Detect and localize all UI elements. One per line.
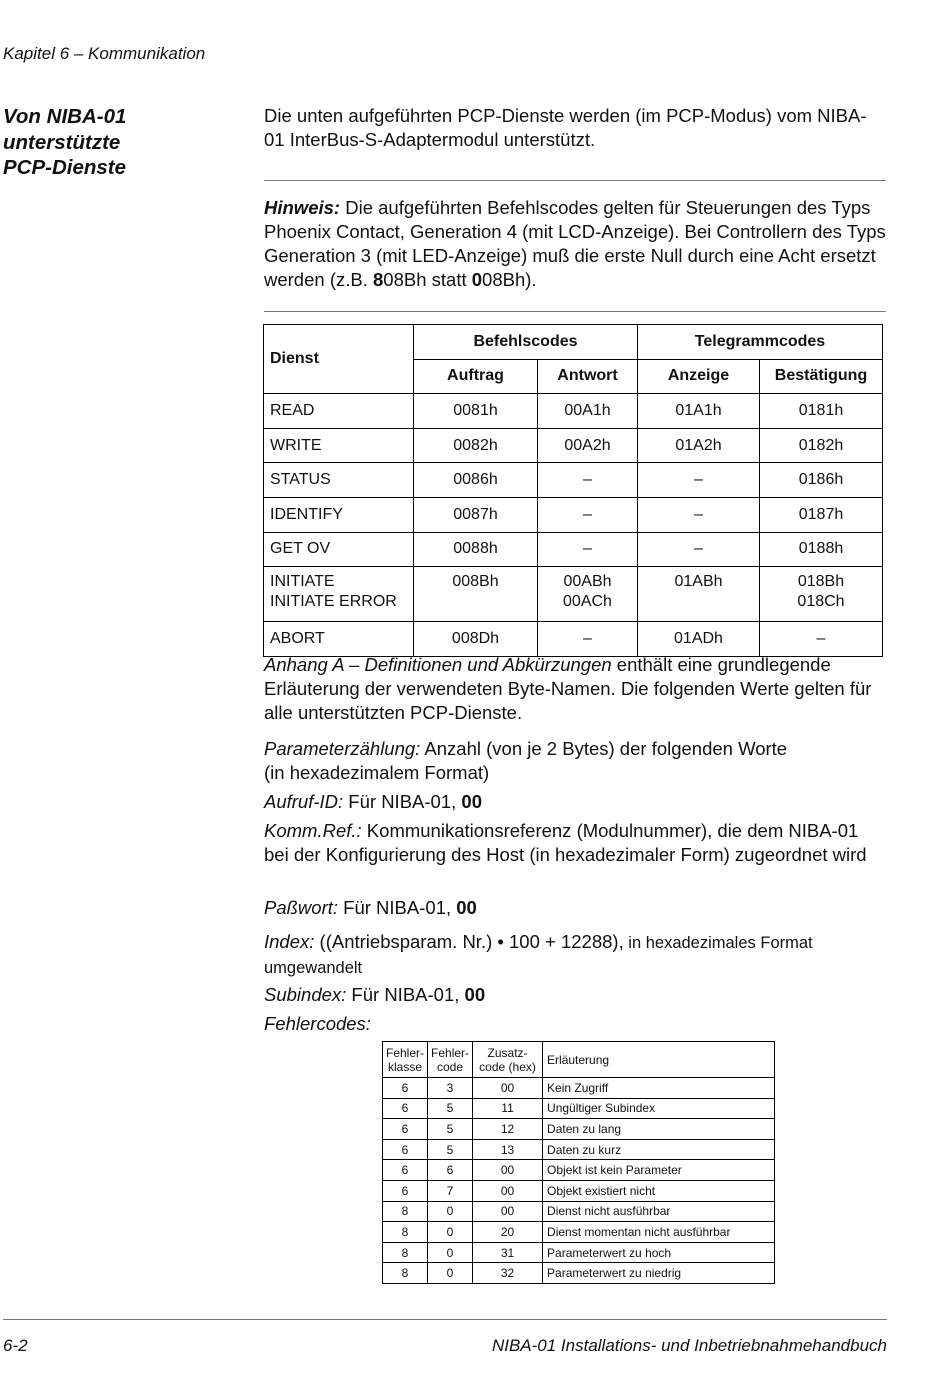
field-komm-ref [264, 819, 886, 867]
field-passwort [264, 896, 886, 920]
table-row [383, 1078, 775, 1099]
cell-code: 0 [428, 1263, 473, 1284]
cell-code: 5 [428, 1139, 473, 1160]
cell-text: Dienst momentan nicht ausführbar [543, 1222, 775, 1243]
cell-dienst: GET OV [264, 532, 414, 567]
cell-dienst: ABORT [264, 622, 414, 657]
cell-text: Objekt existiert nicht [543, 1180, 775, 1201]
cell-code: 0 [428, 1222, 473, 1243]
error-codes-table [382, 1041, 775, 1284]
cell-dienst: READ [264, 394, 414, 429]
field-subindex [264, 983, 886, 1007]
field-value: 00 [456, 897, 477, 918]
header-line: code (hex) [479, 1059, 536, 1074]
annex-paragraph [264, 653, 886, 725]
field-text: Kommunikationsreferenz (Modulnummer), die dem NIBA-01 bei der Konfigurierung des Host (in hexadezimaler Form) zugeordnet wird [264, 820, 867, 865]
cell-auftrag: 0086h [414, 463, 538, 498]
cell-code: 0 [428, 1242, 473, 1263]
field-text: ((Antriebsparam. Nr.) • 100 + 12288), [314, 931, 624, 952]
col-group-telegrammcodes: Telegrammcodes [638, 325, 883, 360]
field-fehlercodes [264, 1012, 886, 1036]
cell-auftrag: 0082h [414, 428, 538, 463]
field-label: Paßwort: [264, 897, 339, 918]
table-row [264, 394, 883, 429]
cell-line: 018Ch [797, 593, 845, 611]
cell-text: Daten zu kurz [543, 1139, 775, 1160]
table-row [264, 622, 883, 657]
col-header-anzeige: Anzeige [638, 359, 760, 394]
cell-line: 00ACh [563, 593, 612, 611]
cell-antwort: – [538, 622, 638, 657]
cell-klasse: 6 [383, 1078, 428, 1099]
cell-zusatz: 32 [473, 1263, 543, 1284]
cell-text: Parameterwert zu hoch [543, 1242, 775, 1263]
cell-line: 018Bh [797, 573, 845, 591]
cell-dienst: STATUS [264, 463, 414, 498]
cell-klasse: 6 [383, 1160, 428, 1181]
cell-zusatz: 31 [473, 1242, 543, 1263]
cell-zusatz: 00 [473, 1160, 543, 1181]
cell-klasse: 6 [383, 1180, 428, 1201]
cell-anzeige: – [638, 532, 760, 567]
cell-code: 6 [428, 1160, 473, 1181]
cell-anzeige: 01A2h [638, 428, 760, 463]
chapter-header: Kapitel 6 – Kommunikation [3, 44, 206, 63]
col-header-fehlerklasse [383, 1042, 428, 1078]
cell-antwort: 00A2h [538, 428, 638, 463]
cell-text: Objekt ist kein Parameter [543, 1160, 775, 1181]
annex-text: enthält eine grundlegende Erläuterung der verwendeten Byte-Namen. Die folgenden Werte gelten für alle unterstützten PCP-Dienste. [264, 654, 872, 723]
cell-zusatz: 12 [473, 1119, 543, 1140]
cell-bestaetigung: 0187h [760, 497, 883, 532]
field-value: 00 [461, 791, 482, 812]
cell-code: 5 [428, 1119, 473, 1140]
cell-anzeige: 01ADh [638, 622, 760, 657]
intro-paragraph: Die unten aufgeführten PCP-Dienste werden (im PCP-Modus) vom NIBA-01 InterBus-S-Adaptermodul unterstützt. [264, 105, 867, 150]
note-text: Die aufgeführten Befehlscodes gelten für Steuerungen des Typs Phoenix Contact, Generation 4 (mit LCD-Anzeige). Bei Controllern des Typs Generation 3 (mit LED-Anzeige) muß die erste Null durch eine Acht ersetzt werden (z.B. [264, 197, 886, 290]
field-text-small: in hexadezimales Format umgewandelt [264, 934, 813, 977]
cell-zusatz: 00 [473, 1078, 543, 1099]
note-paragraph [264, 196, 886, 292]
note-text: 08Bh). [482, 269, 537, 290]
field-text: Für NIBA-01, [338, 897, 457, 918]
cell-auftrag: 0087h [414, 497, 538, 532]
field-value: 00 [464, 984, 486, 1005]
cell-antwort: 00A1h [538, 394, 638, 429]
header-line: Fehler- [431, 1045, 470, 1060]
cell-line: INITIATE ERROR [270, 593, 397, 611]
note-label: Hinweis: [264, 197, 341, 218]
table-row [264, 497, 883, 532]
note-text: 08Bh statt [383, 269, 472, 290]
services-table [263, 324, 883, 657]
cell-klasse: 6 [383, 1119, 428, 1140]
field-label: Index: [264, 931, 315, 952]
page-number: 6-2 [3, 1336, 28, 1355]
cell-auftrag: 0088h [414, 532, 538, 567]
table-row [383, 1180, 775, 1201]
col-header-erlaeuterung: Erläuterung [543, 1042, 775, 1078]
footer-divider [3, 1319, 887, 1320]
annex-reference: Anhang A – Definitionen und Abkürzungen [264, 654, 612, 675]
field-text: Anzahl (von je 2 Bytes) der folgenden Worte [420, 738, 788, 759]
table-row [383, 1242, 775, 1263]
note-bold: 0 [471, 269, 483, 290]
cell-text: Daten zu lang [543, 1119, 775, 1140]
cell-dienst: WRITE [264, 428, 414, 463]
table-row [383, 1119, 775, 1140]
table-row [264, 428, 883, 463]
cell-auftrag: 008Bh [414, 567, 538, 622]
cell-code: 5 [428, 1098, 473, 1119]
cell-antwort [538, 567, 638, 622]
field-text: Für NIBA-01, [343, 791, 462, 812]
field-text: (in hexadezimalem Format) [264, 762, 490, 783]
col-header-auftrag: Auftrag [414, 359, 538, 394]
table-row [264, 532, 883, 567]
cell-anzeige: – [638, 497, 760, 532]
cell-dienst: IDENTIFY [264, 497, 414, 532]
cell-bestaetigung: 0188h [760, 532, 883, 567]
section-title-line: Von NIBA-01 [3, 105, 127, 128]
cell-zusatz: 00 [473, 1180, 543, 1201]
cell-text: Dienst nicht ausführbar [543, 1201, 775, 1222]
field-label: Aufruf-ID: [264, 791, 344, 812]
cell-line: INITIATE [270, 573, 335, 591]
cell-klasse: 8 [383, 1201, 428, 1222]
cell-bestaetigung [760, 567, 883, 622]
cell-code: 7 [428, 1180, 473, 1201]
col-group-befehlscodes: Befehlscodes [414, 325, 638, 360]
table-row [383, 1222, 775, 1243]
field-label: Komm.Ref.: [264, 820, 362, 841]
cell-anzeige: – [638, 463, 760, 498]
field-aufruf-id [264, 790, 886, 814]
cell-klasse: 8 [383, 1222, 428, 1243]
table-row [264, 463, 883, 498]
header-line: Zusatz- [487, 1045, 528, 1060]
note-bold: 8 [373, 269, 384, 290]
cell-text: Parameterwert zu niedrig [543, 1263, 775, 1284]
table-row [383, 1201, 775, 1222]
field-text: Für NIBA-01, [346, 984, 465, 1005]
col-header-fehlercode [428, 1042, 473, 1078]
cell-klasse: 6 [383, 1098, 428, 1119]
table-row [383, 1098, 775, 1119]
cell-klasse: 6 [383, 1139, 428, 1160]
cell-auftrag: 0081h [414, 394, 538, 429]
header-line: code [437, 1059, 464, 1074]
cell-bestaetigung: 0181h [760, 394, 883, 429]
col-header-bestaetigung: Bestätigung [760, 359, 883, 394]
divider [264, 180, 886, 181]
section-title-line: PCP-Dienste [3, 156, 127, 179]
manual-title: NIBA-01 Installations- und Inbetriebnahmehandbuch [491, 1336, 887, 1355]
cell-antwort: – [538, 497, 638, 532]
cell-anzeige: 01ABh [638, 567, 760, 622]
col-header-zusatzcode [473, 1042, 543, 1078]
cell-text: Ungültiger Subindex [543, 1098, 775, 1119]
field-label: Subindex: [264, 984, 347, 1005]
header-line: Fehler- [386, 1045, 425, 1060]
cell-zusatz: 13 [473, 1139, 543, 1160]
cell-bestaetigung: 0186h [760, 463, 883, 498]
cell-zusatz: 11 [473, 1098, 543, 1119]
cell-antwort: – [538, 463, 638, 498]
cell-line: 00ABh [563, 573, 612, 591]
cell-klasse: 8 [383, 1242, 428, 1263]
cell-auftrag: 008Dh [414, 622, 538, 657]
table-row [383, 1139, 775, 1160]
cell-dienst [264, 567, 414, 622]
table-row [383, 1263, 775, 1284]
section-title-line: unterstützte [3, 130, 121, 154]
field-parameterzaehlung [264, 737, 886, 785]
cell-code: 0 [428, 1201, 473, 1222]
cell-code: 3 [428, 1078, 473, 1099]
cell-bestaetigung: 0182h [760, 428, 883, 463]
cell-zusatz: 00 [473, 1201, 543, 1222]
field-label: Fehlercodes: [264, 1013, 371, 1034]
table-row [383, 1160, 775, 1181]
divider [264, 311, 886, 312]
cell-zusatz: 20 [473, 1222, 543, 1243]
header-line: klasse [388, 1059, 423, 1074]
cell-text: Kein Zugriff [543, 1078, 775, 1099]
field-label: Parameterzählung: [264, 738, 421, 759]
cell-antwort: – [538, 532, 638, 567]
cell-bestaetigung: – [760, 622, 883, 657]
cell-klasse: 8 [383, 1263, 428, 1284]
col-header-dienst: Dienst [264, 325, 414, 394]
section-title [3, 104, 126, 181]
col-header-antwort: Antwort [538, 359, 638, 394]
field-index [264, 930, 886, 980]
table-row [264, 567, 883, 622]
cell-anzeige: 01A1h [638, 394, 760, 429]
